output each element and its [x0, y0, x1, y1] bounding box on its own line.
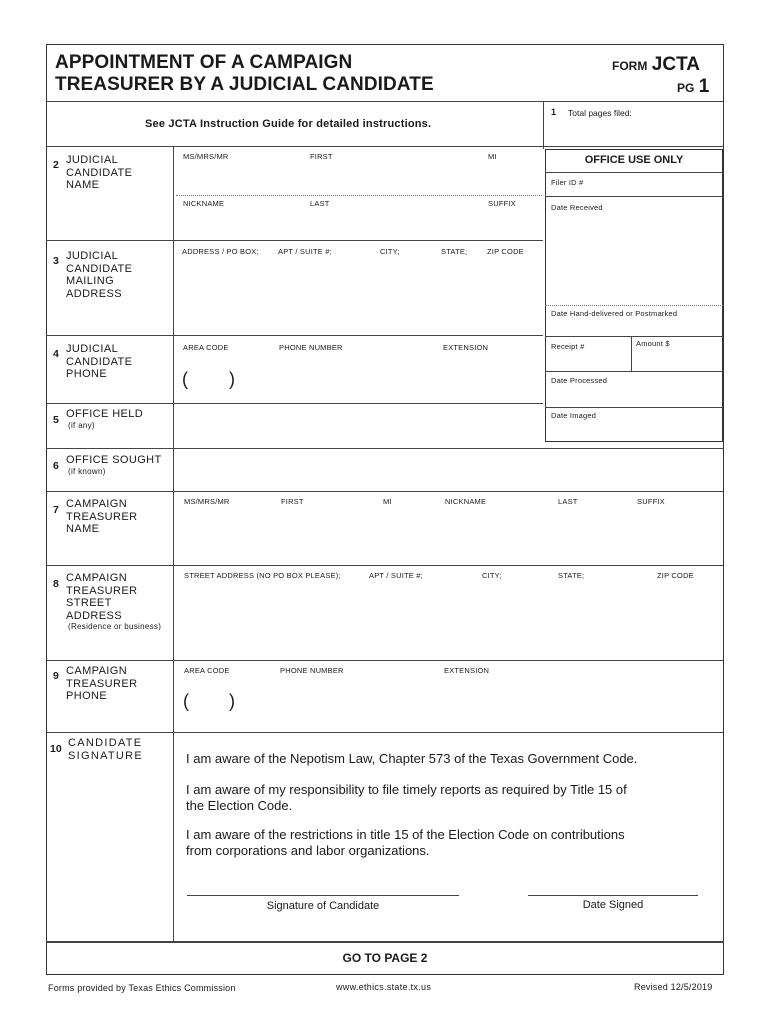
mailing-address-label: ADDRESS / PO BOX;: [182, 247, 259, 256]
label-column-divider: [173, 146, 174, 942]
treasurer-mi-label: MI: [383, 497, 392, 506]
section-3-label: 3: [53, 255, 59, 267]
reports-statement: I am aware of my responsibility to file timely reports as required by Title 15 of the Election Code.: [186, 782, 627, 813]
candidate-area-paren-open: (: [182, 369, 188, 389]
section-6-divider: [46, 491, 724, 492]
mailing-address-input[interactable]: [180, 258, 542, 332]
form-title-line1: APPOINTMENT OF A CAMPAIGN: [55, 52, 353, 73]
section-9-label: 9: [53, 670, 59, 682]
treasurer-state-label: STATE;: [558, 571, 585, 580]
treasurer-city-label: CITY;: [482, 571, 502, 580]
contributions-statement: I am aware of the restrictions in title 15 of the Election Code on contributions from corporations and labor organizations.: [186, 827, 625, 858]
form-code-value: JCTA: [651, 54, 700, 75]
candidate-area-code-label: AREA CODE: [183, 343, 229, 352]
mailing-city-label: CITY;: [380, 247, 400, 256]
treasurer-title-label: MS/MRS/MR: [184, 497, 230, 506]
treasurer-suffix-label: SUFFIX: [637, 497, 665, 506]
date-received-label: Date Received: [551, 203, 603, 212]
treasurer-first-label: FIRST: [281, 497, 304, 506]
receipt-amount-divider: [631, 336, 632, 372]
instructions-divider: [46, 146, 724, 147]
processed-divider: [545, 407, 723, 408]
section-4-divider: [46, 403, 543, 404]
form-code: [612, 54, 700, 76]
treasurer-street-label: STREET ADDRESS (NO PO BOX PLEASE);: [184, 571, 341, 580]
treasurer-area-code-label: AREA CODE: [184, 666, 230, 675]
candidate-suffix-label: SUFFIX: [488, 199, 516, 208]
treasurer-zip-label: ZIP CODE: [657, 571, 694, 580]
amount-label: Amount $: [636, 339, 670, 348]
treasurer-area-paren-open: (: [183, 691, 189, 711]
section-7-divider: [46, 565, 724, 566]
section-3-divider: [46, 335, 543, 336]
section-10-label: 10: [50, 743, 62, 755]
total-pages-divider: [543, 101, 544, 149]
date-hand-delivered-label: Date Hand-delivered or Postmarked: [551, 309, 678, 318]
footer-revised: Revised 12/5/2019: [634, 982, 713, 992]
section-4-label: 4: [53, 348, 59, 360]
total-pages-input[interactable]: [545, 122, 723, 146]
section-3-title: JUDICIAL CANDIDATE MAILING ADDRESS: [66, 250, 133, 300]
treasurer-extension-label: EXTENSION: [444, 666, 490, 675]
candidate-nickname-label: NICKNAME: [183, 199, 225, 208]
filer-id-divider: [545, 196, 723, 197]
signature-line: [187, 895, 459, 896]
candidate-phone-label: PHONE NUMBER: [279, 343, 343, 352]
page-indicator: [677, 76, 709, 98]
date-received-divider: [545, 305, 723, 306]
name-row-separator: [176, 195, 542, 196]
office-title-divider: [545, 172, 723, 173]
section-8-subtitle: (Residence or business): [68, 622, 162, 631]
treasurer-phone-input[interactable]: [180, 677, 720, 729]
total-pages-label: Total pages filed:: [568, 108, 632, 118]
treasurer-area-paren-close: ): [229, 691, 235, 711]
candidate-nickname-input[interactable]: [180, 209, 542, 239]
section-2-divider: [46, 240, 543, 241]
mailing-apt-label: APT / SUITE #;: [278, 247, 332, 256]
footer-provided: Forms provided by Texas Ethics Commission: [48, 983, 236, 993]
section-4-title: JUDICIAL CANDIDATE PHONE: [66, 343, 133, 380]
treasurer-last-label: LAST: [558, 497, 578, 506]
treasurer-address-input[interactable]: [180, 582, 720, 657]
page-number: 1: [698, 76, 710, 97]
section-5-divider: [46, 448, 724, 449]
section-2-label: 2: [53, 159, 59, 171]
candidate-phone-input[interactable]: [180, 355, 542, 400]
date-processed-label: Date Processed: [551, 376, 608, 385]
section-7-title: CAMPAIGN TREASURER NAME: [66, 498, 138, 535]
filer-id-label: Filer ID #: [551, 178, 584, 187]
section-6-title: OFFICE SOUGHT: [66, 454, 162, 466]
candidate-extension-label: EXTENSION: [443, 343, 489, 352]
candidate-mi-label: MI: [488, 152, 497, 161]
receipt-divider: [545, 371, 723, 372]
date-signed-input[interactable]: [528, 862, 698, 894]
total-pages-number: 1: [551, 107, 557, 117]
candidate-signature-input[interactable]: [187, 862, 459, 894]
candidate-first-label: FIRST: [310, 152, 333, 161]
treasurer-apt-label: APT / SUITE #;: [369, 571, 423, 580]
date-signed-line: [528, 895, 698, 896]
goto-page-2[interactable]: GO TO PAGE 2: [342, 951, 428, 965]
treasurer-nickname-label: NICKNAME: [445, 497, 487, 506]
nepotism-statement: I am aware of the Nepotism Law, Chapter 573 of the Texas Government Code.: [186, 751, 638, 766]
treasurer-phone-label: PHONE NUMBER: [280, 666, 344, 675]
mailing-state-label: STATE;: [441, 247, 468, 256]
section-6-subtitle: (if known): [68, 467, 106, 476]
hand-delivered-divider: [545, 336, 723, 337]
section-8-divider: [46, 660, 724, 661]
candidate-area-paren-close: ): [229, 369, 235, 389]
candidate-name-input[interactable]: [180, 162, 542, 192]
footer-url[interactable]: www.ethics.state.tx.us: [336, 982, 432, 992]
mailing-zip-label: ZIP CODE: [487, 247, 524, 256]
receipt-label: Receipt #: [551, 342, 585, 351]
instructions-text: See JCTA Instruction Guide for detailed instructions.: [145, 118, 432, 130]
signature-label: Signature of Candidate: [266, 900, 380, 912]
header-divider: [46, 101, 724, 102]
goto-divider: [46, 941, 724, 943]
section-9-title: CAMPAIGN TREASURER PHONE: [66, 665, 138, 702]
candidate-last-label: LAST: [310, 199, 330, 208]
section-5-title: OFFICE HELD: [66, 408, 144, 420]
section-8-title: CAMPAIGN TREASURER STREET ADDRESS: [66, 572, 138, 622]
section-8-label: 8: [53, 578, 59, 590]
section-5-label: 5: [53, 414, 59, 426]
section-5-subtitle: (if any): [68, 421, 95, 430]
section-2-title: JUDICIAL CANDIDATE NAME: [66, 154, 133, 191]
office-sought-input[interactable]: [180, 451, 720, 489]
page-label: PG: [677, 81, 695, 95]
office-use-box: [545, 149, 723, 442]
section-7-label: 7: [53, 504, 59, 516]
treasurer-name-input[interactable]: [180, 508, 720, 562]
date-signed-label: Date Signed: [582, 899, 644, 911]
section-10-title: CANDIDATE SIGNATURE: [68, 737, 144, 762]
section-9-divider: [46, 732, 724, 733]
date-imaged-label: Date Imaged: [551, 411, 597, 420]
form-title-line2: TREASURER BY A JUDICIAL CANDIDATE: [55, 74, 434, 95]
office-use-title: OFFICE USE ONLY: [584, 154, 684, 166]
candidate-title-label: MS/MRS/MR: [183, 152, 229, 161]
section-6-label: 6: [53, 460, 59, 472]
office-held-input[interactable]: [180, 406, 542, 446]
form-label: FORM: [612, 59, 648, 73]
